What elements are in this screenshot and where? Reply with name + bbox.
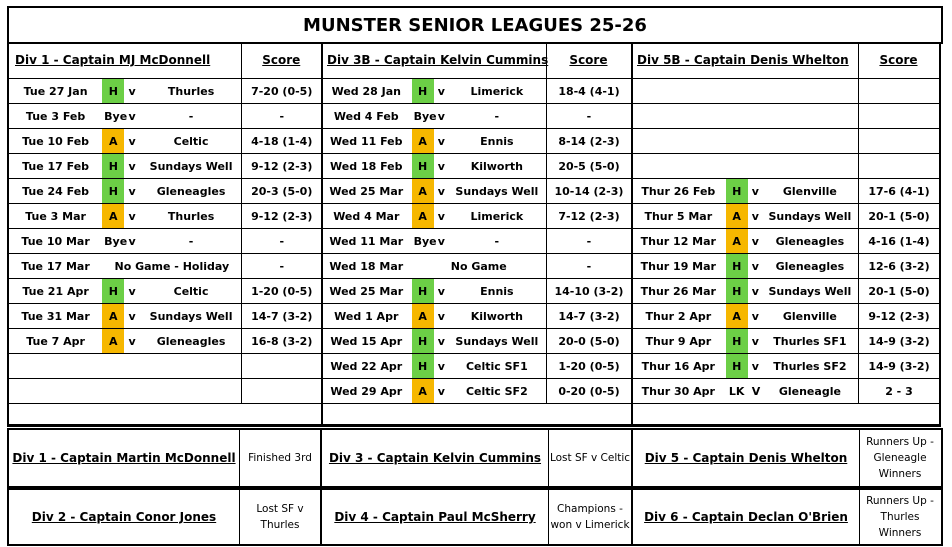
fixture-score: 7-20 (0-5) bbox=[242, 79, 321, 104]
fixture-date: Tue 17 Feb bbox=[22, 159, 90, 173]
opponent-name bbox=[762, 129, 859, 154]
div3b-header: Div 3B - Captain Kelvin Cummins bbox=[327, 53, 549, 67]
fixture-date bbox=[631, 79, 726, 104]
opponent-name: Sundays Well bbox=[768, 284, 852, 298]
opponent-name bbox=[141, 354, 242, 379]
summary-div2-name: Div 2 - Captain Conor Jones bbox=[31, 510, 217, 524]
opponent-name: - bbox=[188, 109, 194, 123]
opponent-name: - bbox=[188, 234, 194, 248]
opponent-name: Limerick bbox=[470, 84, 524, 98]
fixture-score: 20-5 (5-0) bbox=[546, 154, 631, 179]
fixture-date: Tue 31 Mar bbox=[21, 309, 90, 323]
fixture-date: Wed 1 Apr bbox=[334, 309, 399, 323]
opponent-name: Kilworth bbox=[470, 159, 523, 173]
home-away-marker: H bbox=[726, 329, 748, 354]
fixture-row bbox=[321, 379, 631, 404]
fixture-score: 1-20 (0-5) bbox=[546, 354, 631, 379]
fixture-score bbox=[858, 104, 939, 129]
home-away-marker bbox=[102, 379, 124, 404]
summary-div3-result: Lost SF v Celtic bbox=[548, 430, 631, 486]
home-away-marker bbox=[726, 129, 748, 154]
home-away-marker: Bye bbox=[104, 234, 128, 248]
summary-div1-name: Div 1 - Captain Martin McDonnell bbox=[12, 451, 236, 465]
home-away-marker: H bbox=[102, 179, 124, 204]
fixture-row bbox=[631, 229, 939, 254]
versus-label: V bbox=[751, 384, 761, 398]
versus-label: v bbox=[128, 309, 136, 323]
home-away-marker: Bye bbox=[413, 234, 437, 248]
opponent-name: Sundays Well bbox=[149, 309, 233, 323]
fixture-row bbox=[9, 179, 321, 204]
fixture-score: 14-7 (3-2) bbox=[242, 304, 321, 329]
fixture-score: - bbox=[546, 104, 631, 129]
home-away-marker: Bye bbox=[104, 109, 128, 123]
opponent-name bbox=[762, 104, 859, 129]
versus-label: v bbox=[128, 159, 136, 173]
fixture-row bbox=[321, 354, 631, 379]
opponent-name: Gleneagles bbox=[156, 334, 226, 348]
home-away-marker: A bbox=[726, 304, 748, 329]
fixture-row bbox=[9, 304, 321, 329]
fixture-row bbox=[631, 154, 939, 179]
fixture-date: Thur 26 Mar bbox=[640, 284, 716, 298]
fixture-score: 20-0 (5-0) bbox=[546, 329, 631, 354]
summary-div4-result: Champions - won v Limerick bbox=[548, 490, 631, 544]
versus-label bbox=[748, 104, 762, 129]
home-away-marker: H bbox=[102, 154, 124, 179]
versus-label: v bbox=[751, 184, 759, 198]
summary-div5-result: Runners Up - Gleneagle Winners bbox=[859, 430, 940, 486]
home-away-marker: LK bbox=[728, 384, 745, 398]
fixture-row bbox=[321, 129, 631, 154]
fixture-score bbox=[242, 379, 321, 404]
opponent-name bbox=[762, 154, 859, 179]
fixture-score: 14-10 (3-2) bbox=[546, 279, 631, 304]
fixture-row bbox=[9, 129, 321, 154]
fixture-score: 12-6 (3-2) bbox=[858, 254, 939, 279]
fixture-score: 4-16 (1-4) bbox=[858, 229, 939, 254]
home-away-marker bbox=[726, 79, 748, 104]
home-away-marker: A bbox=[412, 379, 434, 404]
fixture-date: Wed 15 Apr bbox=[330, 334, 403, 348]
opponent-name: Thurles SF2 bbox=[773, 359, 847, 373]
home-away-marker: A bbox=[102, 204, 124, 229]
fixture-date: Thur 5 Mar bbox=[644, 209, 713, 223]
versus-label: v bbox=[751, 359, 759, 373]
home-away-marker: A bbox=[102, 304, 124, 329]
fixture-score bbox=[242, 354, 321, 379]
opponent-name: Sundays Well bbox=[768, 209, 852, 223]
fixture-row bbox=[631, 379, 939, 404]
fixture-date: Tue 7 Apr bbox=[26, 334, 85, 348]
fixture-row bbox=[321, 104, 631, 129]
fixture-date: Tue 27 Jan bbox=[23, 84, 88, 98]
home-away-marker: A bbox=[412, 129, 434, 154]
opponent-name: Thurles SF1 bbox=[773, 334, 847, 348]
versus-label: v bbox=[437, 184, 445, 198]
fixture-score bbox=[858, 79, 939, 104]
versus-label: v bbox=[437, 384, 445, 398]
summary-div6-name: Div 6 - Captain Declan O'Brien bbox=[631, 490, 859, 544]
fixture-row bbox=[631, 79, 939, 104]
fixture-row bbox=[9, 79, 321, 104]
fixture-row bbox=[321, 204, 631, 229]
fixture-date: Wed 29 Apr bbox=[330, 384, 403, 398]
fixture-row bbox=[321, 179, 631, 204]
fixture-date: Tue 3 Mar bbox=[25, 209, 86, 223]
fixture-score: 7-12 (2-3) bbox=[546, 204, 631, 229]
versus-label: v bbox=[751, 234, 759, 248]
fixture-score: 9-12 (2-3) bbox=[242, 154, 321, 179]
fixture-row bbox=[9, 329, 321, 354]
opponent-name: Gleneagles bbox=[775, 259, 845, 273]
fixture-score: 1-20 (0-5) bbox=[242, 279, 321, 304]
opponent-name: Glenville bbox=[782, 184, 837, 198]
fixture-date: Wed 25 Mar bbox=[329, 184, 404, 198]
opponent-name: Glenville bbox=[782, 309, 837, 323]
div1-score-header: Score bbox=[242, 42, 321, 79]
fixture-date bbox=[631, 129, 726, 154]
opponent-name: Celtic bbox=[173, 134, 209, 148]
opponent-name: Gleneagles bbox=[775, 234, 845, 248]
summary-row-2 bbox=[7, 488, 943, 546]
div1-panel bbox=[7, 42, 323, 427]
versus-label: v bbox=[128, 109, 136, 123]
versus-label: v bbox=[437, 284, 445, 298]
fixture-date: Tue 10 Mar bbox=[21, 234, 90, 248]
opponent-name: Sundays Well bbox=[455, 334, 539, 348]
versus-label: v bbox=[128, 284, 136, 298]
fixture-row bbox=[9, 279, 321, 304]
fixture-score: 14-9 (3-2) bbox=[858, 354, 939, 379]
versus-label: v bbox=[437, 309, 445, 323]
fixture-row bbox=[9, 104, 321, 129]
fixture-date: Tue 17 Mar bbox=[21, 259, 90, 273]
fixture-row bbox=[321, 79, 631, 104]
opponent-name: - bbox=[494, 234, 500, 248]
fixture-date: Wed 28 Jan bbox=[331, 84, 401, 98]
fixture-row bbox=[321, 304, 631, 329]
fixture-row bbox=[631, 354, 939, 379]
fixture-row bbox=[631, 179, 939, 204]
fixture-date bbox=[9, 354, 102, 379]
versus-label: v bbox=[128, 84, 136, 98]
versus-label: v bbox=[437, 359, 445, 373]
fixture-date: Wed 18 Feb bbox=[330, 159, 403, 173]
home-away-marker: Bye bbox=[413, 109, 437, 123]
versus-label: v bbox=[128, 234, 136, 248]
versus-label: v bbox=[128, 184, 136, 198]
fixture-date: Thur 30 Apr bbox=[641, 384, 715, 398]
fixture-row bbox=[321, 329, 631, 354]
home-away-marker: A bbox=[102, 129, 124, 154]
fixture-date bbox=[9, 379, 102, 404]
opponent-name: Gleneagles bbox=[156, 184, 226, 198]
home-away-marker: H bbox=[412, 79, 434, 104]
fixture-date: Tue 10 Feb bbox=[22, 134, 90, 148]
opponent-name bbox=[762, 79, 859, 104]
fixture-date: Tue 3 Feb bbox=[25, 109, 86, 123]
fixture-row bbox=[321, 254, 631, 279]
opponent-name: Gleneagle bbox=[778, 384, 841, 398]
opponent-name: Celtic SF1 bbox=[465, 359, 528, 373]
fixture-score: 18-4 (4-1) bbox=[546, 79, 631, 104]
versus-label: v bbox=[751, 259, 759, 273]
summary-div4-name: Div 4 - Captain Paul McSherry bbox=[320, 490, 548, 544]
fixture-date: Wed 25 Mar bbox=[329, 284, 404, 298]
versus-label: v bbox=[751, 209, 759, 223]
home-away-marker: H bbox=[726, 354, 748, 379]
opponent-name: Celtic bbox=[173, 284, 209, 298]
div5b-header: Div 5B - Captain Denis Whelton bbox=[637, 53, 849, 67]
div3b-score-header: Score bbox=[546, 42, 631, 79]
home-away-marker: H bbox=[412, 154, 434, 179]
fixture-row bbox=[9, 154, 321, 179]
fixture-row bbox=[631, 104, 939, 129]
fixture-row bbox=[631, 204, 939, 229]
fixture-date: Wed 11 Feb bbox=[330, 134, 403, 148]
home-away-marker bbox=[102, 354, 124, 379]
fixture-date: Thur 9 Apr bbox=[645, 334, 712, 348]
fixture-row bbox=[321, 279, 631, 304]
fixture-date: Wed 4 Feb bbox=[333, 109, 399, 123]
summary-div2-result: Lost SF v Thurles bbox=[239, 490, 320, 544]
versus-label bbox=[748, 129, 762, 154]
fixture-score: - bbox=[546, 229, 631, 254]
fixture-date: Thur 16 Apr bbox=[641, 359, 715, 373]
div3b-panel bbox=[321, 42, 633, 427]
fixture-score: 10-14 (2-3) bbox=[546, 179, 631, 204]
versus-label: v bbox=[128, 209, 136, 223]
div1-header: Div 1 - Captain MJ McDonnell bbox=[15, 53, 211, 67]
fixture-score: 9-12 (2-3) bbox=[858, 304, 939, 329]
fixture-row bbox=[9, 379, 321, 404]
fixture-date: Thur 19 Mar bbox=[640, 259, 716, 273]
fixture-row bbox=[631, 279, 939, 304]
home-away-marker: H bbox=[726, 254, 748, 279]
home-away-marker: H bbox=[726, 179, 748, 204]
versus-label: v bbox=[437, 109, 445, 123]
home-away-marker: A bbox=[102, 329, 124, 354]
fixture-score: - bbox=[546, 254, 631, 279]
opponent-name bbox=[141, 379, 242, 404]
fixture-row bbox=[321, 154, 631, 179]
fixture-score: 9-12 (2-3) bbox=[242, 204, 321, 229]
fixture-row bbox=[631, 254, 939, 279]
fixture-date: Wed 18 Mar bbox=[329, 259, 404, 273]
home-away-marker bbox=[726, 104, 748, 129]
opponent-name: - bbox=[494, 109, 500, 123]
fixture-date: Wed 4 Mar bbox=[333, 209, 400, 223]
fixture-row bbox=[9, 229, 321, 254]
fixture-date: Tue 24 Feb bbox=[22, 184, 90, 198]
fixture-score: 17-6 (4-1) bbox=[858, 179, 939, 204]
div5b-panel bbox=[631, 42, 941, 427]
summary-div1-result: Finished 3rd bbox=[239, 430, 320, 486]
fixture-score: 20-1 (5-0) bbox=[858, 204, 939, 229]
versus-label: v bbox=[128, 334, 136, 348]
home-away-marker: A bbox=[412, 204, 434, 229]
home-away-marker: H bbox=[726, 279, 748, 304]
opponent-name: Thurles bbox=[167, 84, 215, 98]
fixture-score: 14-7 (3-2) bbox=[546, 304, 631, 329]
fixture-note: No Game - Holiday bbox=[114, 259, 230, 273]
opponent-name: Celtic SF2 bbox=[465, 384, 528, 398]
fixture-score: - bbox=[242, 229, 321, 254]
fixture-row bbox=[9, 204, 321, 229]
versus-label: v bbox=[437, 209, 445, 223]
fixture-score: 14-9 (3-2) bbox=[858, 329, 939, 354]
summary-div6-result: Runners Up - Thurles Winners bbox=[859, 490, 940, 544]
fixture-row bbox=[9, 354, 321, 379]
summary-div5-name: Div 5 - Captain Denis Whelton bbox=[631, 430, 859, 486]
opponent-name: Sundays Well bbox=[149, 159, 233, 173]
fixture-score bbox=[858, 129, 939, 154]
versus-label bbox=[748, 79, 762, 104]
opponent-name: Ennis bbox=[480, 284, 514, 298]
summary-row-1 bbox=[7, 428, 943, 488]
fixture-date: Wed 11 Mar bbox=[329, 234, 404, 248]
home-away-marker: A bbox=[412, 179, 434, 204]
versus-label: v bbox=[751, 284, 759, 298]
fixture-score: 16-8 (3-2) bbox=[242, 329, 321, 354]
fixture-score: 2 - 3 bbox=[858, 379, 939, 404]
fixture-score: 0-20 (0-5) bbox=[546, 379, 631, 404]
home-away-marker: H bbox=[412, 329, 434, 354]
versus-label bbox=[124, 354, 140, 379]
div3b-fixtures-table bbox=[321, 42, 631, 404]
opponent-name: Kilworth bbox=[470, 309, 523, 323]
versus-label: v bbox=[437, 134, 445, 148]
fixture-date: Thur 26 Feb bbox=[641, 184, 716, 198]
versus-label bbox=[124, 379, 140, 404]
fixture-date: Thur 2 Apr bbox=[645, 309, 712, 323]
fixture-date: Thur 12 Mar bbox=[640, 234, 716, 248]
fixture-date bbox=[631, 104, 726, 129]
fixture-score: - bbox=[242, 254, 321, 279]
fixture-score bbox=[858, 154, 939, 179]
versus-label: v bbox=[437, 334, 445, 348]
page-title: MUNSTER SENIOR LEAGUES 25-26 bbox=[7, 6, 943, 44]
fixture-date: Tue 21 Apr bbox=[22, 284, 89, 298]
summary-div3-name: Div 3 - Captain Kelvin Cummins bbox=[320, 430, 548, 486]
versus-label: v bbox=[751, 309, 759, 323]
fixture-score: 4-18 (1-4) bbox=[242, 129, 321, 154]
fixture-row bbox=[631, 304, 939, 329]
home-away-marker: H bbox=[102, 279, 124, 304]
opponent-name: Thurles bbox=[167, 209, 215, 223]
versus-label: v bbox=[128, 134, 136, 148]
fixture-score: 8-14 (2-3) bbox=[546, 129, 631, 154]
home-away-marker: H bbox=[412, 279, 434, 304]
fixture-note: No Game bbox=[450, 259, 507, 273]
home-away-marker: A bbox=[726, 204, 748, 229]
fixture-score: 20-1 (5-0) bbox=[858, 279, 939, 304]
fixture-row bbox=[631, 129, 939, 154]
home-away-marker bbox=[726, 154, 748, 179]
div5b-score-header: Score bbox=[858, 42, 939, 79]
home-away-marker: H bbox=[102, 79, 124, 104]
opponent-name: Ennis bbox=[480, 134, 514, 148]
fixture-date: Wed 22 Apr bbox=[330, 359, 403, 373]
div5b-fixtures-table bbox=[631, 42, 939, 404]
home-away-marker: H bbox=[412, 354, 434, 379]
versus-label: v bbox=[437, 234, 445, 248]
opponent-name: Limerick bbox=[470, 209, 524, 223]
home-away-marker: A bbox=[412, 304, 434, 329]
fixture-row bbox=[9, 254, 321, 279]
home-away-marker: A bbox=[726, 229, 748, 254]
fixture-date bbox=[631, 154, 726, 179]
fixture-row bbox=[631, 329, 939, 354]
versus-label: v bbox=[437, 159, 445, 173]
opponent-name: Sundays Well bbox=[455, 184, 539, 198]
versus-label bbox=[748, 154, 762, 179]
versus-label: v bbox=[751, 334, 759, 348]
fixture-score: 20-3 (5-0) bbox=[242, 179, 321, 204]
fixture-score: - bbox=[242, 104, 321, 129]
fixture-row bbox=[321, 229, 631, 254]
div1-fixtures-table bbox=[9, 42, 321, 404]
versus-label: v bbox=[437, 84, 445, 98]
